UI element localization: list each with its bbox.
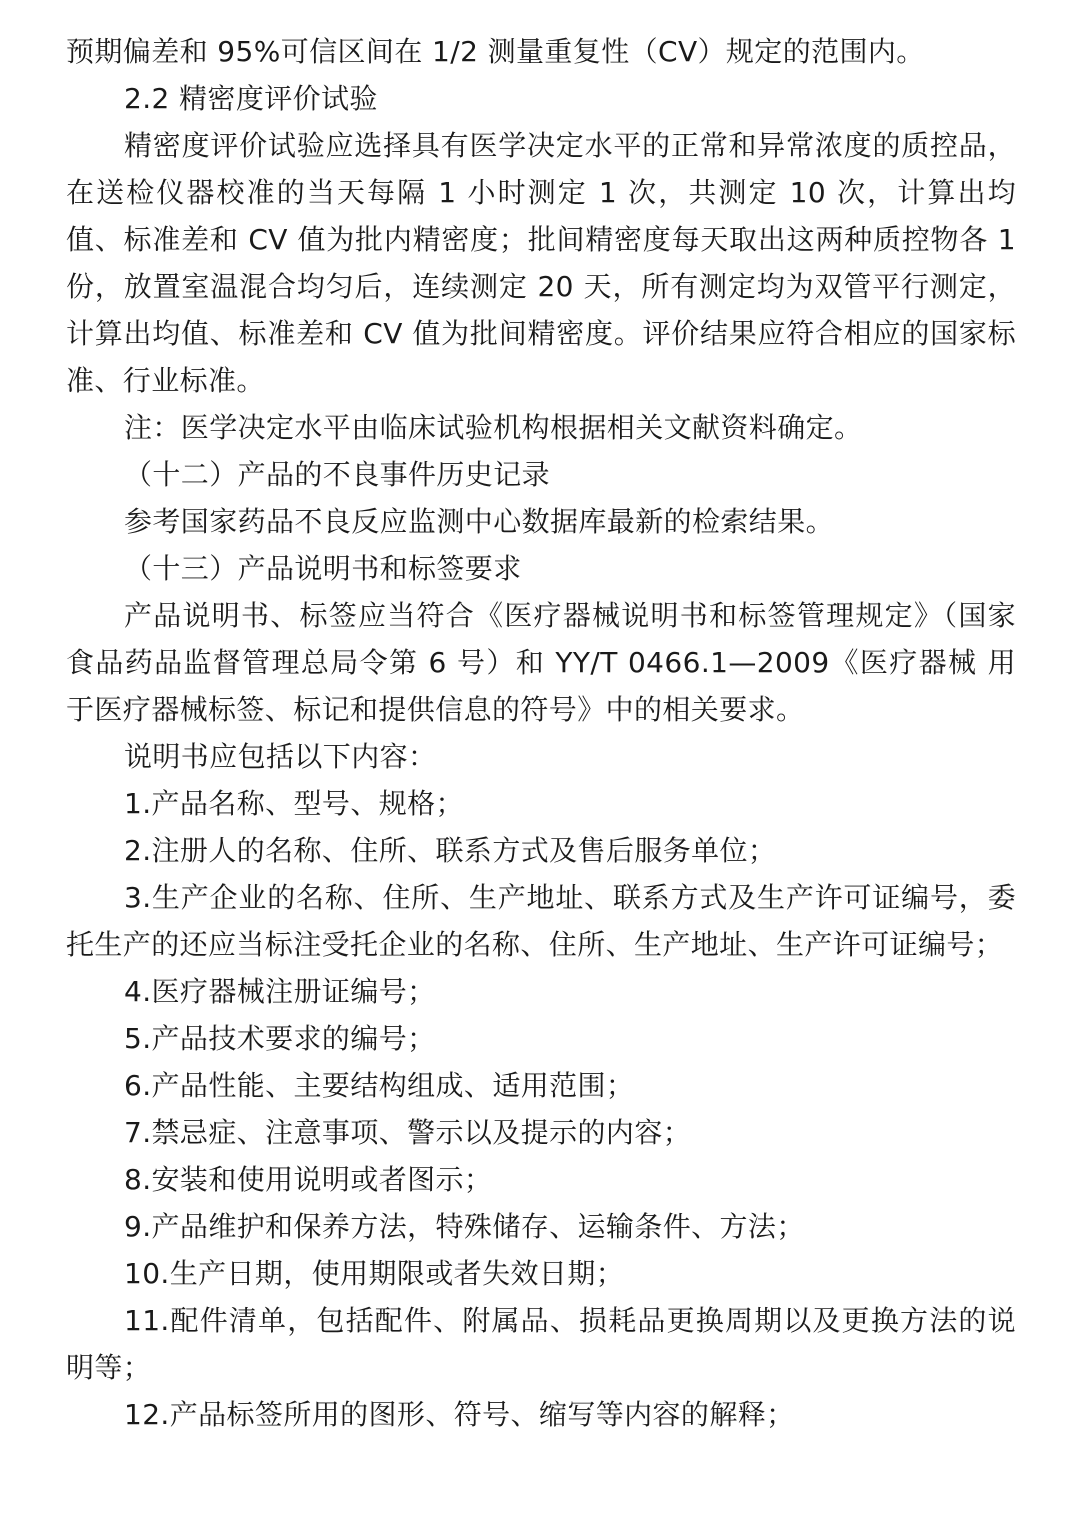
- list-item: 10.生产日期，使用期限或者失效日期；: [124, 1257, 625, 1290]
- section-heading-labeling: （十三）产品说明书和标签要求: [124, 552, 522, 585]
- list-item: 4.医疗器械注册证编号；: [124, 975, 436, 1008]
- paragraph-range-note: 预期偏差和 95%可信区间在 1/2 测量重复性（CV）规定的范围内。: [66, 35, 925, 68]
- list-item: 9.产品维护和保养方法，特殊储存、运输条件、方法；: [124, 1210, 805, 1243]
- list-item: 8.安装和使用说明或者图示；: [124, 1163, 493, 1196]
- document-page: [66, 28, 1016, 1438]
- list-item: 2.注册人的名称、住所、联系方式及售后服务单位；: [124, 834, 777, 867]
- paragraph-note: 注：医学决定水平由临床试验机构根据相关文献资料确定。: [124, 411, 863, 444]
- section-heading-adverse-events: （十二）产品的不良事件历史记录: [124, 458, 551, 491]
- list-item: 6.产品性能、主要结构组成、适用范围；: [124, 1069, 635, 1102]
- paragraph-labeling: 产品说明书、标签应当符合《医疗器械说明书和标签管理规定》（国家食品药品监督管理总局令第 6 号）和 YY/T 0466.1—2009《医疗器械 用于医疗器械标签、标记和提供信息的符号》中的相关要求。: [66, 599, 1016, 726]
- list-item: 3.生产企业的名称、住所、生产地址、联系方式及生产许可证编号，委托生产的还应当标注受托企业的名称、住所、生产地址、生产许可证编号；: [66, 881, 1016, 961]
- list-item: 12.产品标签所用的图形、符号、缩写等内容的解释；: [124, 1398, 795, 1431]
- list-item: 11.配件清单，包括配件、附属品、损耗品更换周期以及更换方法的说明等；: [66, 1304, 1016, 1384]
- section-heading-precision: 2.2 精密度评价试验: [124, 82, 378, 115]
- paragraph-precision-test: 精密度评价试验应选择具有医学决定水平的正常和异常浓度的质控品，在送检仪器校准的当天每隔 1 小时测定 1 次，共测定 10 次，计算出均值、标准差和 CV 值为批内精密度；批间精密度每天取出这两种质控物各 1 份，放置室温混合均匀后，连续测定 20 天，所有测定均为双管平行测定，计算出均值、标准差和 CV 值为批间精密度。评价结果应符合相应的国家标准、行业标准。: [66, 129, 1016, 397]
- list-item: 5.产品技术要求的编号；: [124, 1022, 436, 1055]
- paragraph-manual-contents-intro: 说明书应包括以下内容：: [124, 740, 437, 773]
- list-item: 1.产品名称、型号、规格；: [124, 787, 464, 820]
- paragraph-adverse-events: 参考国家药品不良反应监测中心数据库最新的检索结果。: [124, 505, 835, 538]
- list-item: 7.禁忌症、注意事项、警示以及提示的内容；: [124, 1116, 692, 1149]
